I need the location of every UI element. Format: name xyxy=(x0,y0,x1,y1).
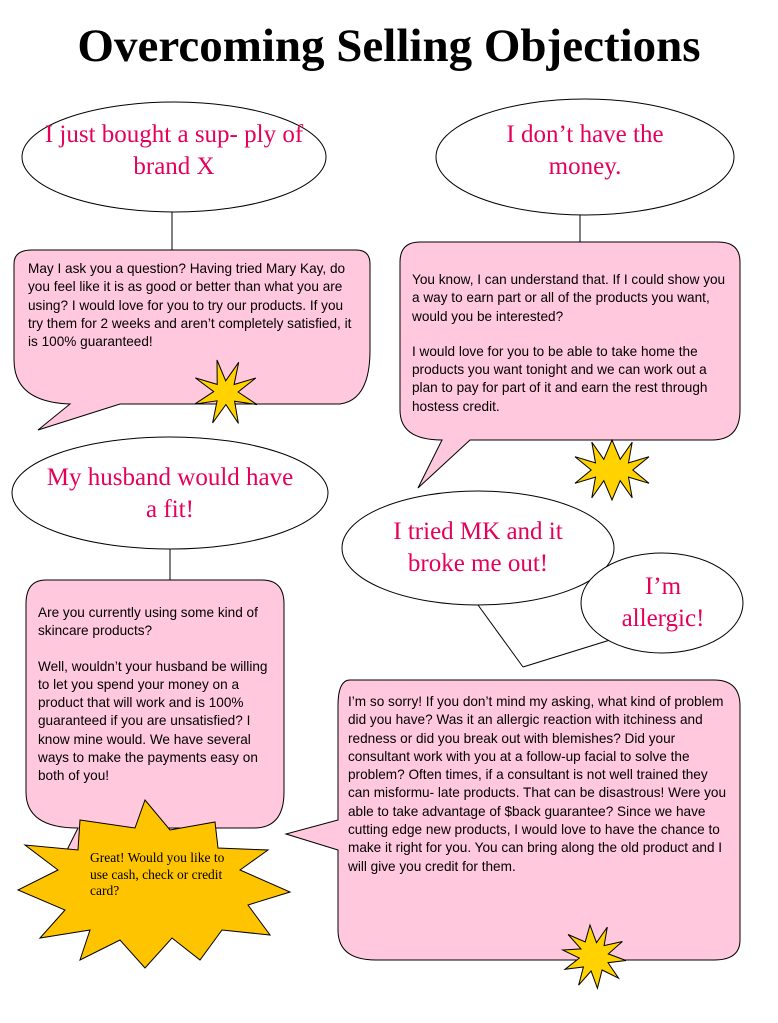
objection-husband: My husband would have a fit! xyxy=(46,464,294,523)
objection-money: I don’t have the money. xyxy=(506,121,664,180)
response-text: I would love for you to be able to take home the products you want tonight and we can work out a plan to pay for part of it and earn the rest through hostess credit. xyxy=(412,343,708,414)
starburst-icon xyxy=(575,440,649,500)
objection-broke-out: I tried MK and it broke me out! xyxy=(393,518,563,577)
close-question: Great! Would you like to use cash, check or credit card? xyxy=(90,850,225,898)
response-husband xyxy=(38,604,272,786)
connector-line xyxy=(523,640,610,667)
response-text: You know, I can understand that. If I could show you a way to earn part or all of the products you want, would you be interested? xyxy=(412,272,726,324)
page-title: Overcoming Selling Objections xyxy=(77,20,701,72)
response-brand-x xyxy=(28,260,358,351)
response-money xyxy=(412,271,730,416)
response-text: May I ask you a question? Having tried Mary Kay, do you feel like it is as good or better than what you are using? I would love for you to try our products. If you try them for 2 weeks and aren’t completely satisfied, it is 100% guaranteed! xyxy=(28,261,352,350)
objection-allergic: I’m allergic! xyxy=(621,573,705,632)
objection-brand-x: I just bought a sup- ply of brand X xyxy=(44,121,304,180)
connector-line xyxy=(478,605,523,667)
response-broke-out xyxy=(348,693,732,876)
response-text: I’m so sorry! If you don’t mind my asking, what kind of problem did you have? Was it an allergic reaction with itchiness and redness or did you break out with blemishes? Did your consultant work with you at a follow-up facial to solve the problem? Often times, if a consultant is not well trained they can misformu- late products. That can be disastrous! Were you able to take advantage of $back guarantee? Since we have cutting edge new products, I would love to have the chance to make it right for you. You can bring along the old product and I will give you credit for them. xyxy=(348,694,727,874)
response-text: Well, wouldn’t your husband be willing to let you spend your money on a product that will work and is 100% guaranteed if you are unsatisfied? I know mine would. We have several ways to make the payments easy on both of you! xyxy=(38,658,268,784)
response-text: Are you currently using some kind of skincare products? xyxy=(38,605,258,639)
